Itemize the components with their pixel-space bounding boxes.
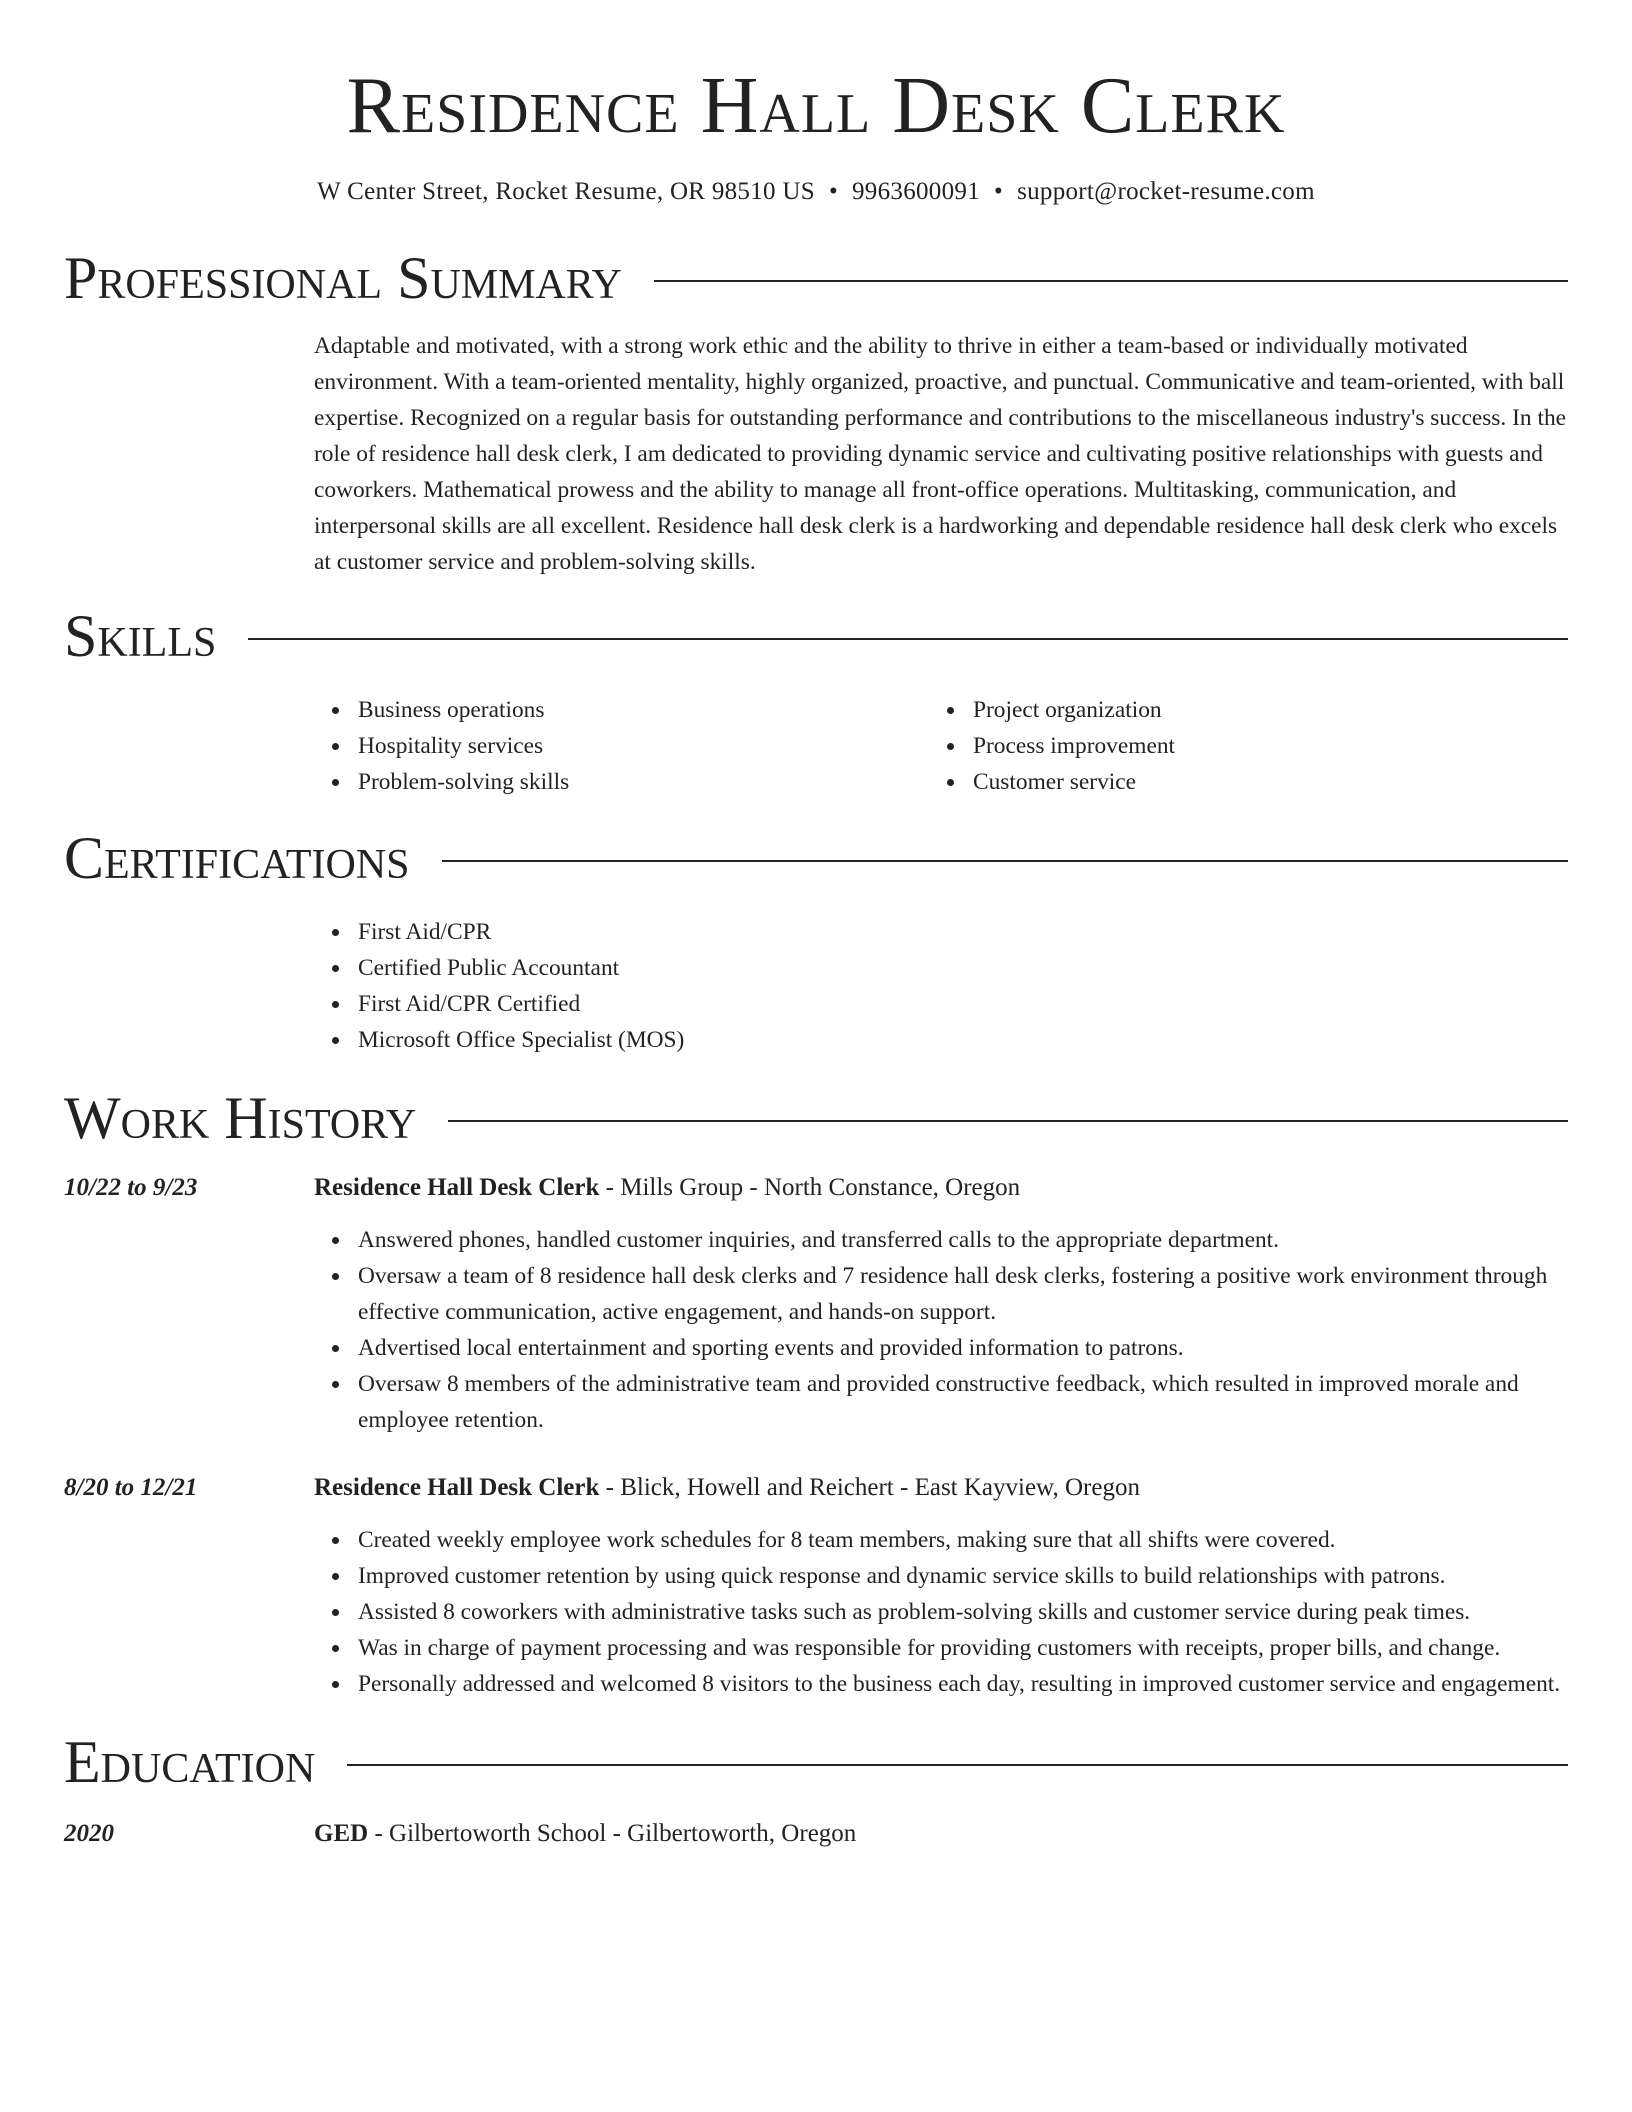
section-divider (448, 1120, 1568, 1122)
skill-item: Project organization (929, 692, 1544, 728)
job-bullet: Personally addressed and welcomed 8 visitors to the business each day, resulting in improved customer service and engagement. (314, 1666, 1568, 1702)
job-title: Residence Hall Desk Clerk (314, 1474, 600, 1501)
job-entry (64, 1470, 1568, 1702)
skills-grid (314, 692, 1568, 800)
section-divider (442, 860, 1568, 862)
certification-item: Microsoft Office Specialist (MOS) (314, 1022, 1568, 1058)
section-heading-skills (64, 603, 1568, 669)
job-dates: 8/20 to 12/21 (64, 1474, 198, 1501)
education-line (314, 1816, 856, 1852)
section-title: Certifications (64, 825, 410, 891)
job-entry (64, 1170, 1568, 1438)
job-bullet: Created weekly employee work schedules for 8 team members, making sure that all shifts were covered. (314, 1522, 1568, 1558)
skills-list-right (929, 692, 1544, 800)
job-bullet: Was in charge of payment processing and was responsible for providing customers with receipts, proper bills, and change. (314, 1630, 1568, 1666)
resume-name: Residence Hall Desk Clerk (346, 62, 1286, 150)
contact-separator: • (994, 178, 1004, 205)
education-year: 2020 (64, 1820, 114, 1847)
job-title: Residence Hall Desk Clerk (314, 1174, 600, 1201)
job-header (64, 1470, 1568, 1506)
skill-item: Problem-solving skills (314, 764, 929, 800)
section-heading-certifications (64, 825, 1568, 891)
job-bullet: Advertised local entertainment and sporting events and provided information to patrons. (314, 1330, 1568, 1366)
education-details: - Gilbertoworth School - Gilbertoworth, Oregon (368, 1820, 857, 1847)
section-divider (347, 1764, 1568, 1766)
section-title: Skills (64, 603, 217, 669)
section-heading-education (64, 1729, 1568, 1795)
job-bullet: Improved customer retention by using quick response and dynamic service skills to build relationships with patrons. (314, 1558, 1568, 1594)
education-entry (64, 1816, 1568, 1852)
skill-item: Hospitality services (314, 728, 929, 764)
job-title-line (314, 1170, 1020, 1206)
section-heading-work-history (64, 1085, 1568, 1151)
section-title: Professional Summary (64, 245, 622, 311)
certification-item: First Aid/CPR (314, 914, 1568, 950)
contact-phone: 9963600091 (852, 178, 980, 205)
summary-text: Adaptable and motivated, with a strong work ethic and the ability to thrive in either a team-based or individually motivated environment. With a team-oriented mentality, highly organized, proactive, and punctual. Communicative and team-oriented, with ball expertise. Recognized on a regular basis for outstanding performance and contributions to the miscellaneous industry's success. In the role of residence hall desk clerk, I am dedicated to providing dynamic service and cultivating positive relationships with guests and coworkers. Mathematical prowess and the ability to manage all front-office operations. Multitasking, communication, and interpersonal skills are all excellent. Residence hall desk clerk is a hardworking and dependable residence hall desk clerk who excels at customer service and problem-solving skills. (314, 333, 1567, 575)
contact-email: support@rocket-resume.com (1017, 178, 1315, 205)
contact-address: W Center Street, Rocket Resume, OR 98510 US (317, 178, 815, 205)
section-divider (654, 280, 1568, 282)
job-title-line (314, 1470, 1140, 1506)
job-header (64, 1170, 1568, 1206)
job-bullets (314, 1522, 1568, 1702)
job-bullet: Assisted 8 coworkers with administrative tasks such as problem-solving skills and customer service during peak times. (314, 1594, 1568, 1630)
certification-item: First Aid/CPR Certified (314, 986, 1568, 1022)
job-bullet: Oversaw a team of 8 residence hall desk clerks and 7 residence hall desk clerks, fostering a positive work environment through effective communication, active engagement, and hands-on support. (314, 1258, 1568, 1330)
contact-separator: • (828, 178, 838, 205)
job-details: - Mills Group - North Constance, Oregon (599, 1174, 1021, 1201)
resume-page (64, 0, 1568, 1852)
section-heading-summary (64, 245, 1568, 311)
education-degree: GED (314, 1820, 369, 1847)
certification-item: Certified Public Accountant (314, 950, 1568, 986)
skills-list-left (314, 692, 929, 800)
certifications-list (314, 914, 1568, 1058)
job-bullet: Answered phones, handled customer inquiries, and transferred calls to the appropriate department. (314, 1222, 1568, 1258)
section-divider (248, 638, 1568, 640)
skill-item: Process improvement (929, 728, 1544, 764)
job-dates: 10/22 to 9/23 (64, 1174, 198, 1201)
job-bullet: Oversaw 8 members of the administrative team and provided constructive feedback, which resulted in improved morale and employee retention. (314, 1366, 1568, 1438)
skill-item: Business operations (314, 692, 929, 728)
job-bullets (314, 1222, 1568, 1438)
skill-item: Customer service (929, 764, 1544, 800)
section-title: Work History (64, 1085, 417, 1151)
section-title: Education (64, 1729, 316, 1795)
contact-line (64, 176, 1568, 208)
job-details: - Blick, Howell and Reichert - East Kayview, Oregon (599, 1474, 1140, 1501)
